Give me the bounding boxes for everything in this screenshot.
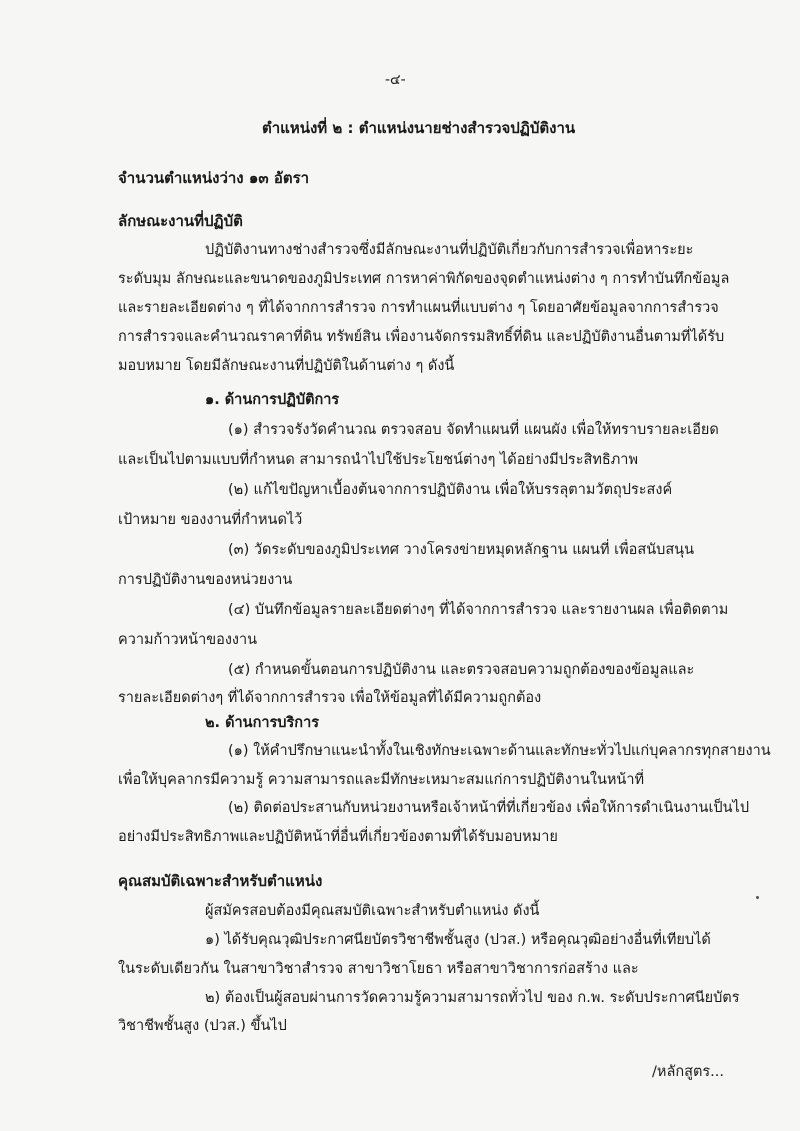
operations-item-line: และเป็นไปตามแบบที่กำหนด สามารถนำไปใช้ประโยชน์ต่างๆ ได้อย่างมีประสิทธิภาพ xyxy=(118,452,639,468)
qualification-item-line: ๑) ได้รับคุณวุฒิประกาศนียบัตรวิชาชีพชั้นสูง (ปวส.) หรือคุณวุฒิอย่างอื่นที่เทียบได้ xyxy=(205,932,711,948)
qualification-item-line: วิชาชีพชั้นสูง (ปวส.) ขึ้นไป xyxy=(118,1018,287,1034)
duties-intro-line: และรายละเอียดต่าง ๆ ที่ได้จากการสำรวจ การทำแผนที่แบบต่าง ๆ โดยอาศัยข้อมูลจากการสำรวจ xyxy=(118,300,719,316)
qualifications-heading: คุณสมบัติเฉพาะสำหรับตำแหน่ง xyxy=(118,872,323,890)
service-item-line: (๑) ให้คำปรึกษาแนะนำทั้งในเชิงทักษะเฉพาะด้านและทักษะทั่วไปแก่บุคลากรทุกสายงาน xyxy=(228,743,771,759)
duties-intro-line: ระดับมุม ลักษณะและขนาดของภูมิประเทศ การหาค่าพิกัดของจุดตำแหน่งต่าง ๆ การทำบันทึกข้อมูล xyxy=(118,271,730,287)
operations-heading: ๑. ด้านการปฏิบัติการ xyxy=(205,392,340,408)
operations-item-line: รายละเอียดต่างๆ ที่ได้จากการสำรวจ เพื่อให้ข้อมูลที่ได้มีความถูกต้อง xyxy=(118,690,542,706)
operations-item-line: (๔) บันทึกข้อมูลรายละเอียดต่างๆ ที่ได้จากการสำรวจ และรายงานผล เพื่อติดตาม xyxy=(228,602,729,618)
qualifications-intro: ผู้สมัครสอบต้องมีคุณสมบัติเฉพาะสำหรับตำแหน่ง ดังนี้ xyxy=(205,903,540,919)
service-heading: ๒. ด้านการบริการ xyxy=(205,715,319,731)
page-number: -๔- xyxy=(385,72,406,88)
operations-item-line: การปฏิบัติงานของหน่วยงาน xyxy=(118,572,293,588)
duties-intro-line: มอบหมาย โดยมีลักษณะงานที่ปฏิบัติในด้านต่าง ๆ ดังนี้ xyxy=(118,358,455,374)
operations-item-line: (๓) วัดระดับของภูมิประเทศ วางโครงข่ายหมุดหลักฐาน แผนที่ เพื่อสนับสนุน xyxy=(228,542,694,558)
scan-speck xyxy=(756,896,759,899)
service-item-line: (๒) ติดต่อประสานกับหน่วยงานหรือเจ้าหน้าที่ที่เกี่ยวข้อง เพื่อให้การดำเนินงานเป็นไป xyxy=(228,800,750,816)
continuation-footer: /หลักสูตร... xyxy=(652,1064,724,1080)
duties-heading: ลักษณะงานที่ปฏิบัติ xyxy=(118,212,243,230)
operations-item-line: ความก้าวหน้าของงาน xyxy=(118,632,258,648)
operations-item-line: (๒) แก้ไขปัญหาเบื้องต้นจากการปฏิบัติงาน เพื่อให้บรรลุตามวัตถุประสงค์ xyxy=(228,482,673,498)
qualification-item-line: ๒) ต้องเป็นผู้สอบผ่านการวัดความรู้ความสามารถทั่วไป ของ ก.พ. ระดับประกาศนียบัตร xyxy=(205,990,740,1006)
duties-intro-line: ปฏิบัติงานทางช่างสำรวจซึ่งมีลักษณะงานที่ปฏิบัติเกี่ยวกับการสำรวจเพื่อหาระยะ xyxy=(205,242,694,258)
vacancy-count: จำนวนตำแหน่งว่าง ๑๓ อัตรา xyxy=(118,169,310,187)
page-title: ตำแหน่งที่ ๒ : ตำแหน่งนายช่างสำรวจปฏิบัติงาน xyxy=(262,119,576,137)
operations-item-line: (๕) กำหนดขั้นตอนการปฏิบัติงาน และตรวจสอบความถูกต้องของข้อมูลและ xyxy=(228,662,695,678)
qualification-item-line: ในระดับเดียวกัน ในสาขาวิชาสำรวจ สาขาวิชาโยธา หรือสาขาวิชาการก่อสร้าง และ xyxy=(118,961,639,977)
operations-item-line: (๑) สำรวจรังวัดคำนวณ ตรวจสอบ จัดทำแผนที่ แผนผัง เพื่อให้ทราบรายละเอียด xyxy=(228,422,719,438)
service-item-line: อย่างมีประสิทธิภาพและปฏิบัติหน้าที่อื่นที่เกี่ยวข้องตามที่ได้รับมอบหมาย xyxy=(118,829,558,845)
duties-intro-line: การสำรวจและคำนวณราคาที่ดิน ทรัพย์สิน เพื่องานจัดกรรมสิทธิ์ที่ดิน และปฏิบัติงานอื่นตามที่ได้รับ xyxy=(118,329,725,345)
operations-item-line: เป้าหมาย ของงานที่กำหนดไว้ xyxy=(118,512,303,528)
service-item-line: เพื่อให้บุคลากรมีความรู้ ความสามารถและมีทักษะเหมาะสมแก่การปฏิบัติงานในหน้าที่ xyxy=(118,772,645,788)
